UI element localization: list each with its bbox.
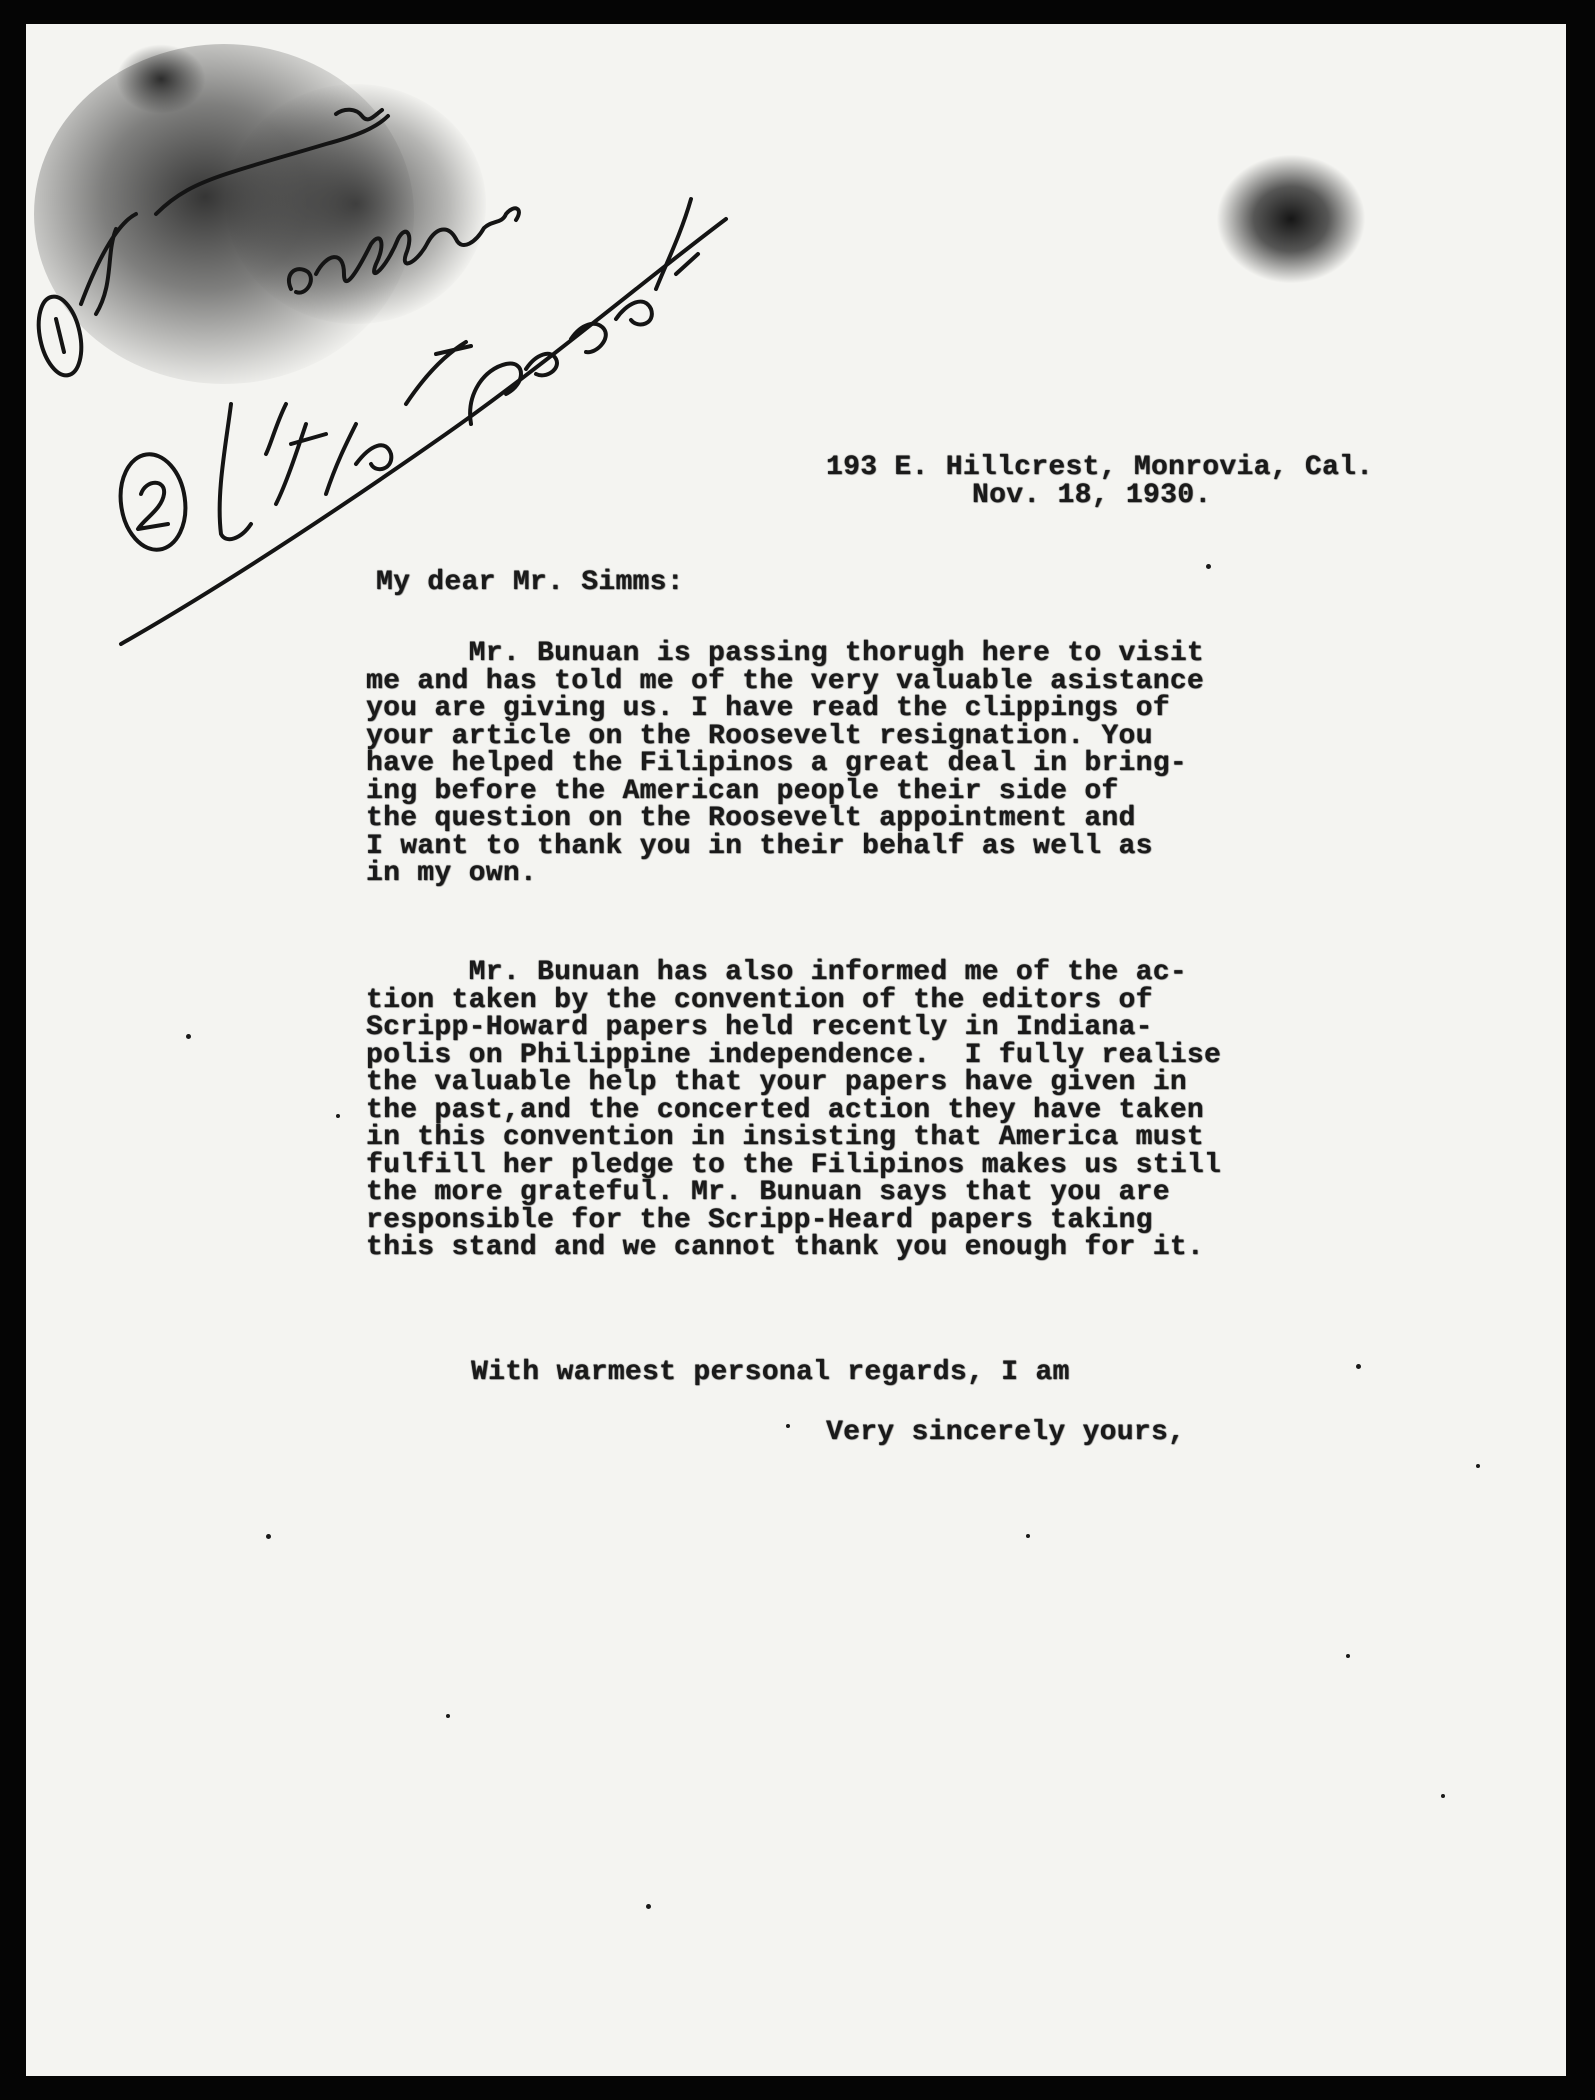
handwritten-note-one — [81, 110, 388, 314]
body-paragraph-1: Mr. Bunuan is passing thorugh here to visit me and has told me of the very valuable asistance you are giving us. I have read the clippings of your article on the Roosevelt resignation. You have helped the Filipinos a great deal in bring- ing before the American people their side of the question on the Roosevelt appointment and I want to thank you in their behalf as well as in my own. — [366, 638, 1205, 889]
scan-speck — [1346, 1654, 1350, 1658]
scan-speck — [336, 1114, 340, 1118]
closing-line: With warmest personal regards, I am — [471, 1357, 1070, 1388]
salutation: My dear Mr. Simms: — [376, 567, 684, 598]
scan-speck — [266, 1534, 271, 1539]
handwritten-note-two — [220, 199, 698, 539]
numeral-one — [56, 319, 64, 352]
ink-blot — [1216, 154, 1366, 284]
body-paragraph-2: Mr. Bunuan has also informed me of the ac- tion taken by the convention of the editors of Scripp-Howard papers held recently in Indiana- polis on Philippine independence. I fully realise the valuable help that your papers have given in the past,and the concerted action they have taken in this convention in insisting that America must fulfill her pledge to the Filipinos makes us still the more grateful. Mr. Bunuan says that you are responsible for the Scripp-Heard papers taking this stand and we cannot thank you enough for it. — [366, 957, 1222, 1263]
scan-speck — [786, 1424, 790, 1428]
scan-speck — [1476, 1464, 1480, 1468]
scan-speck — [186, 1034, 191, 1039]
scan-speck — [1026, 1534, 1030, 1538]
scan-speck — [1356, 1364, 1361, 1369]
sender-address: 193 E. Hillcrest, Monrovia, Cal. — [826, 452, 1374, 483]
numeral-two — [138, 483, 168, 529]
handwritten-note-one-address — [289, 208, 519, 292]
letter-paper — [26, 24, 1566, 2076]
scan-speck — [446, 1714, 450, 1718]
circled-number-two — [115, 450, 192, 554]
letter-date: Nov. 18, 1930. — [972, 480, 1212, 511]
scan-speck — [1206, 564, 1211, 569]
scan-speck — [646, 1904, 651, 1909]
scan-speck — [1441, 1794, 1445, 1798]
complimentary-close: Very sincerely yours, — [826, 1417, 1186, 1448]
